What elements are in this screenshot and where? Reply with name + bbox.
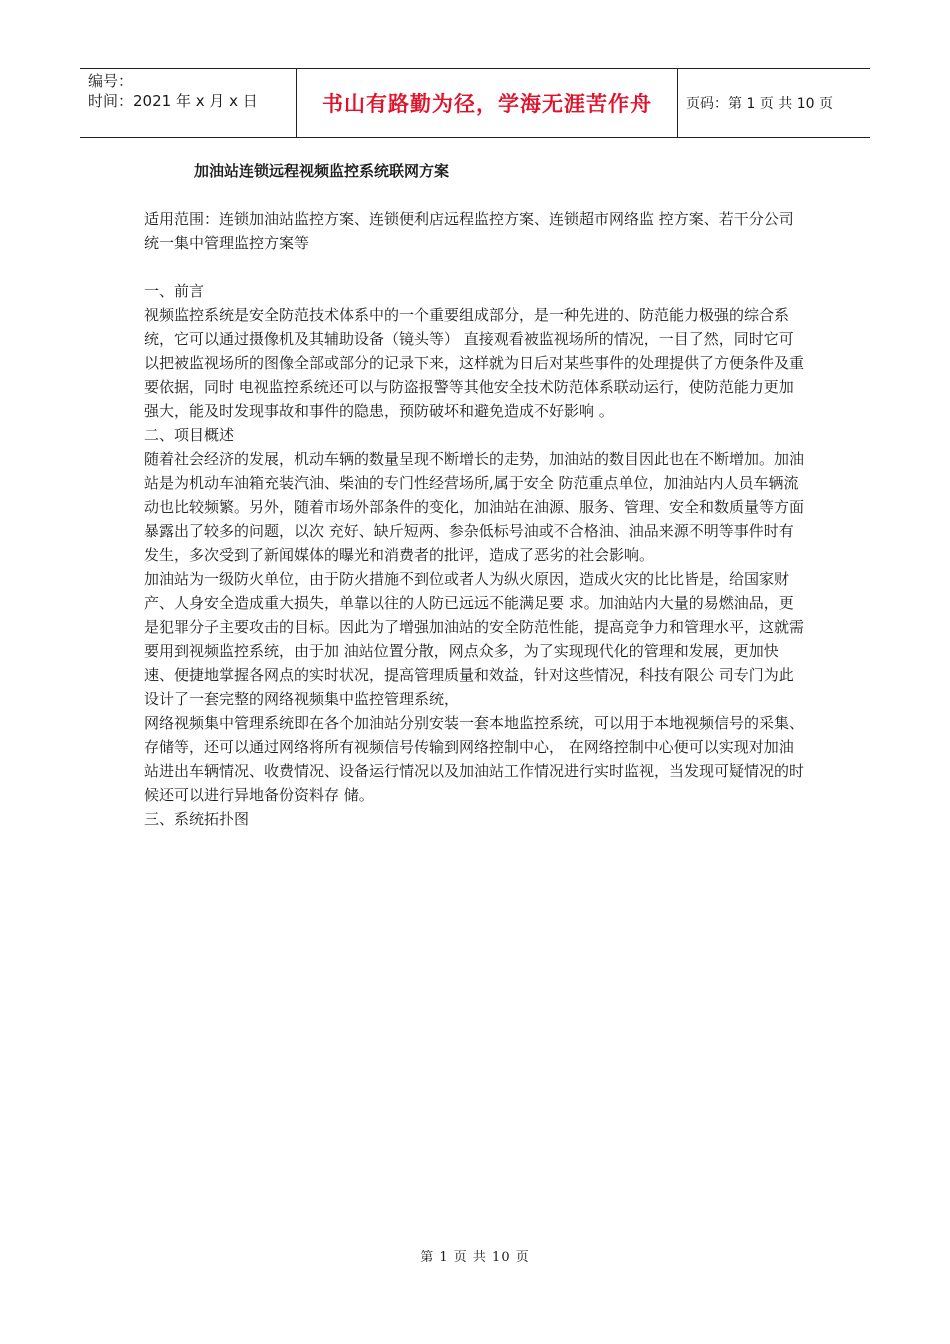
section3-heading: 三、系统拓扑图 xyxy=(144,810,250,828)
section2-paragraph-1: 随着社会经济的发展，机动车辆的数量呈现不断增长的走势，加油站的数目因此也在不断增加。加油站是为机动车油箱充装汽油、柴油的专门性经营场所,属于安全 防范重点单位，加油站内人员车辆流动也比较频繁。另外，随着市场外部条件的变化，加油站在油源、服务、管理、安全和数质量等方面暴露出了较多的问题，以次 充好、缺斤短两、参杂低标号油或不合格油、油品来源不明等事件时有发生，多次受到了新闻媒体的曝光和消费者的批评，造成了恶劣的社会影响。 xyxy=(144,450,805,564)
header-left-cell xyxy=(80,69,297,137)
page-footer: 第 1 页 共 10 页 xyxy=(420,1250,530,1265)
page-code: 页码：第 1 页 共 10 页 xyxy=(686,96,833,112)
paragraph-gap xyxy=(144,255,808,279)
section2-heading: 二、项目概述 xyxy=(144,426,235,444)
document-body xyxy=(144,207,808,831)
header-table xyxy=(80,68,870,138)
section2-paragraph-3: 网络视频集中管理系统即在各个加油站分别安装一套本地监控系统，可以用于本地视频信号的采集、存储等，还可以通过网络将所有视频信号传输到网络控制中心， 在网络控制中心便可以实现对加油站进出车辆情况、收费情况、设备运行情况以及加油站工作情况进行实时监视，当发现可疑情况的时候还可以进行异地备份资料存 储。 xyxy=(144,714,805,804)
number-label: 编号： xyxy=(88,72,134,90)
scope-paragraph: 适用范围：连锁加油站监控方案、连锁便利店远程监控方案、连锁超市网络监 控方案、若干分公司统一集中管理监控方案等 xyxy=(144,210,794,252)
section2-paragraph-2: 加油站为一级防火单位，由于防火措施不到位或者人为纵火原因，造成火灾的比比皆是，给国家财产、人身安全造成重大损失，单靠以往的人防已远远不能满足要 求。加油站内大量的易燃油品，更是犯罪分子主要攻击的目标。因此为了增强加油站的安全防范性能，提高竞争力和管理水平，这就需要用到视频监控系统，由于加 油站位置分散，网点众多，为了实现现代化的管理和发展，更加快速、便捷地掌握各网点的实时状况，提高管理质量和效益，针对这些情况，科技有限公 司专门为此设计了一套完整的网络视频集中监控管理系统， xyxy=(144,570,805,708)
section1-heading: 一、前言 xyxy=(144,282,205,300)
header-motto-cell xyxy=(297,69,678,137)
motto-text: 书山有路勤为径，学海无涯苦作舟 xyxy=(322,92,652,116)
time-label: 时间：2021 年 x 月 x 日 xyxy=(88,92,258,110)
document-title: 加油站连锁远程视频监控系统联网方案 xyxy=(194,162,450,180)
section1-paragraph: 视频监控系统是安全防范技术体系中的一个重要组成部分，是一种先进的、防范能力极强的综合系统，它可以通过摄像机及其辅助设备（镜头等） 直接观看被监视场所的情况，一目了然，同时它可以把被监视场所的图像全部或部分的记录下来，这样就为日后对某些事件的处理提供了方便条件及重要依据，同时 电视监控系统还可以与防盗报警等其他安全技术防范体系联动运行，使防范能力更加强大，能及时发现事故和事件的隐患，预防破坏和避免造成不好影响 。 xyxy=(144,306,805,420)
header-page-cell xyxy=(678,69,870,137)
